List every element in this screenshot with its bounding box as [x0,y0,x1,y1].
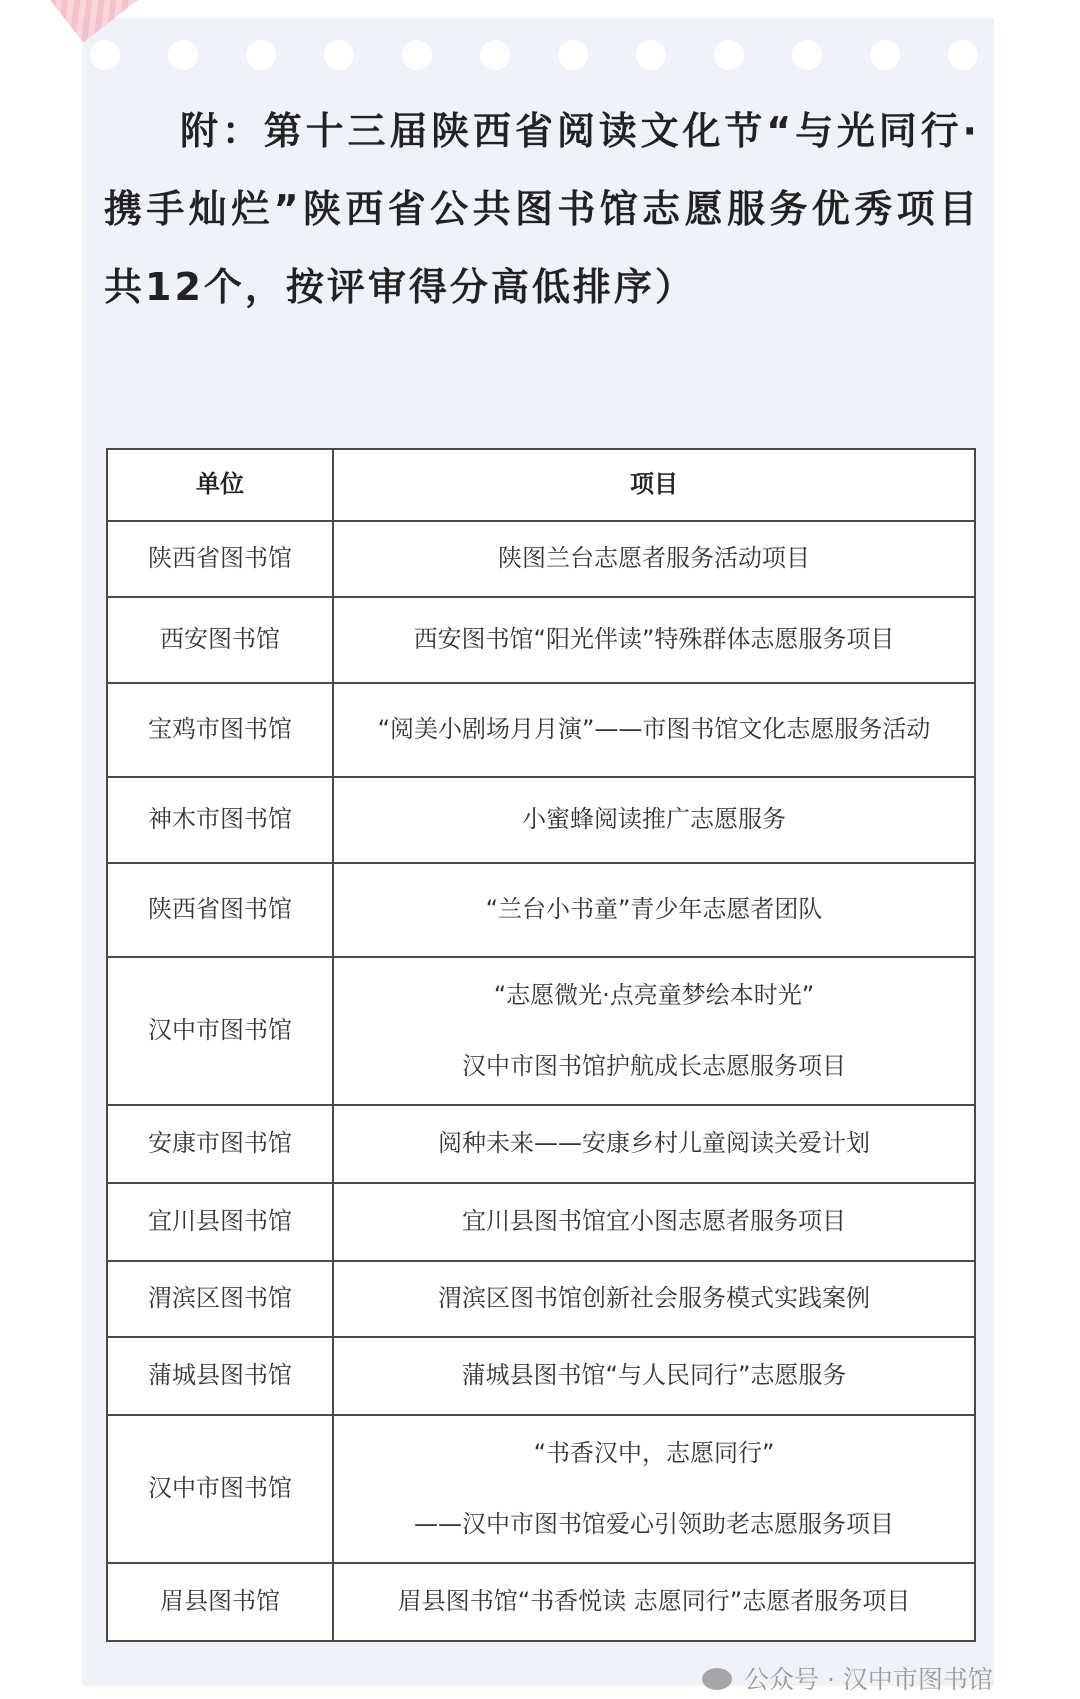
binding-hole [90,40,120,70]
binding-hole [870,40,900,70]
project-cell: 蒲城县图书馆“与人民同行”志愿服务 [333,1337,975,1415]
project-cell: 西安图书馆“阳光伴读”特殊群体志愿服务项目 [333,597,975,683]
unit-cell: 渭滨区图书馆 [107,1261,333,1337]
table-row [107,1415,975,1563]
binding-hole [168,40,198,70]
unit-cell: 安康市图书馆 [107,1105,333,1183]
binding-hole [246,40,276,70]
table-row [107,1105,975,1183]
project-cell: 小蜜蜂阅读推广志愿服务 [333,777,975,863]
unit-cell: 眉县图书馆 [107,1563,333,1641]
project-cell: 陕图兰台志愿者服务活动项目 [333,521,975,597]
table-row [107,863,975,957]
table-row [107,597,975,683]
project-cell [333,957,975,1105]
header-project: 项目 [333,449,975,521]
binding-hole [714,40,744,70]
table-row [107,1183,975,1261]
watermark-text: 公众号 · 汉中市图书馆 [744,1665,993,1694]
project-cell [333,1415,975,1563]
table-row [107,777,975,863]
projects-table [106,448,976,1642]
project-line: “志愿微光·点亮童梦绘本时光” [493,980,815,1009]
unit-cell: 宜川县图书馆 [107,1183,333,1261]
binding-hole [324,40,354,70]
unit-cell: 宝鸡市图书馆 [107,683,333,777]
table-row [107,521,975,597]
binding-hole [948,40,978,70]
page-heading: 附：第十三届陕西省阅读文化节“与光同行·携手灿烂”陕西省公共图书馆志愿服务优秀项目共12个，按评审得分高低排序） [104,109,980,309]
table-row [107,683,975,777]
project-cell: 眉县图书馆“书香悦读 志愿同行”志愿者服务项目 [333,1563,975,1641]
watermark [704,1660,993,1696]
binding-hole [792,40,822,70]
header-unit: 单位 [107,449,333,521]
unit-cell: 汉中市图书馆 [107,1415,333,1563]
project-line: 汉中市图书馆护航成长志愿服务项目 [462,1052,846,1080]
binding-hole [480,40,510,70]
binding-hole [558,40,588,70]
unit-cell: 神木市图书馆 [107,777,333,863]
project-cell: 宜川县图书馆宜小图志愿者服务项目 [333,1183,975,1261]
project-cell: 渭滨区图书馆创新社会服务模式实践案例 [333,1261,975,1337]
unit-cell: 蒲城县图书馆 [107,1337,333,1415]
table-row [107,957,975,1105]
table-header-row [107,449,975,521]
table-row [107,1563,975,1641]
binding-hole [636,40,666,70]
project-cell: “兰台小书童”青少年志愿者团队 [333,863,975,957]
binding-hole [402,40,432,70]
unit-cell: 西安图书馆 [107,597,333,683]
project-line: “书香汉中，志愿同行” [533,1438,775,1467]
unit-cell: 陕西省图书馆 [107,863,333,957]
project-line: ——汉中市图书馆爱心引领助老志愿服务项目 [414,1510,894,1538]
unit-cell: 陕西省图书馆 [107,521,333,597]
project-cell: “阅美小剧场月月演”——市图书馆文化志愿服务活动 [333,683,975,777]
unit-cell: 汉中市图书馆 [107,957,333,1105]
table-row [107,1337,975,1415]
notepad-holes [90,40,990,70]
table-row [107,1261,975,1337]
project-cell: 阅种未来——安康乡村儿童阅读关爱计划 [333,1105,975,1183]
